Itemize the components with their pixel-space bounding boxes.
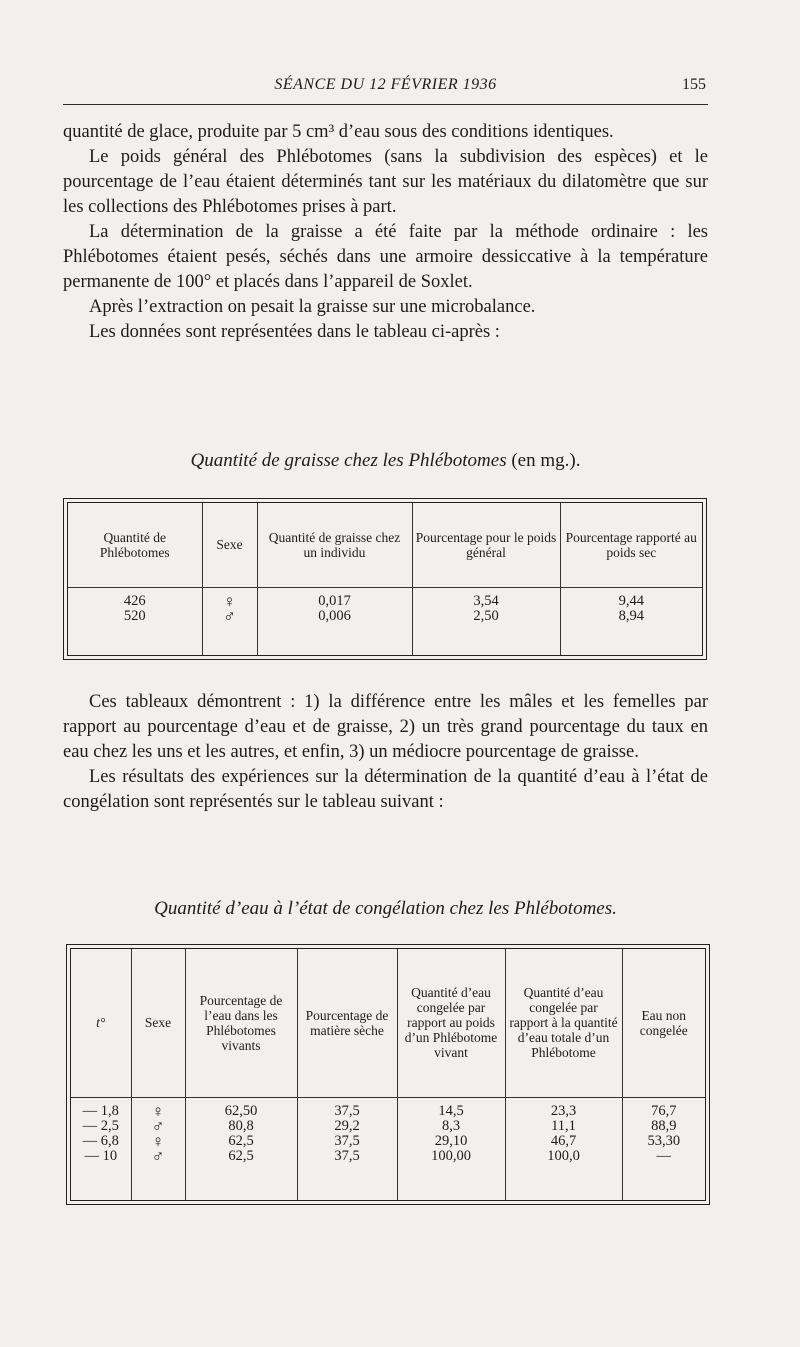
table2-header: t° — [71, 949, 131, 1097]
table-cell: 100,00 — [431, 1147, 471, 1164]
paragraph: Les résultats des expériences sur la détermination de la quantité d’eau à l’état de congélation sont représentés sur le tableau suivant : — [63, 767, 708, 812]
table-cell: 426 — [123, 592, 146, 609]
body-text-top — [63, 120, 708, 345]
male-symbol: ♂ — [223, 606, 236, 626]
table-cell: 80,8 — [228, 1117, 254, 1134]
page-number: 155 — [682, 76, 706, 93]
table-cell: 76,7 — [651, 1102, 677, 1119]
table2-column — [74, 1104, 128, 1164]
female-symbol: ♀ — [151, 1101, 165, 1121]
table1 — [63, 498, 707, 660]
male-symbol: ♂ — [151, 1146, 165, 1166]
table1-caption-unit: (en mg.). — [506, 450, 581, 471]
table2-caption: Quantité d’eau à l’état de congélation chez les Phlébotomes. — [154, 898, 617, 919]
table1-column — [261, 594, 409, 624]
table-cell: — 6,8 — [82, 1132, 119, 1149]
table-cell: 9,44 — [618, 592, 644, 609]
table2-column — [301, 1104, 394, 1164]
table-cell: 100,0 — [547, 1147, 580, 1164]
table-cell: 520 — [123, 607, 146, 624]
table-cell: 8,3 — [441, 1117, 461, 1134]
table2 — [66, 944, 710, 1205]
table2-header: Pourcentage de l’eau dans les Phlébotomes vivants — [185, 949, 297, 1097]
table2-column — [401, 1104, 502, 1164]
table-cell: 0,006 — [318, 607, 351, 624]
paragraph: quantité de glace, produite par 5 cm³ d’eau sous des conditions identiques. — [63, 122, 614, 142]
running-header — [63, 74, 708, 105]
paragraph: La détermination de la graisse a été faite par la méthode ordinaire : les Phlébotomes étaient pesés, séchés dans une armoire dessiccative à la température permanente de 100° et placés dans l’appareil de Soxlet. — [63, 222, 708, 292]
table-cell: 0,017 — [318, 592, 351, 609]
table-cell: 11,1 — [551, 1117, 576, 1134]
table1-header: Pourcentage pour le poids général — [412, 503, 560, 587]
table-cell: 46,7 — [550, 1132, 577, 1149]
paragraph: Ces tableaux démontrent : 1) la différence entre les mâles et les femelles par rapport au pourcentage d’eau et de graisse, 2) un très grand pourcentage du taux en eau chez les uns et les autres, et enfin, 3) un médiocre pourcentage de graisse. — [63, 692, 708, 762]
table-cell: 37,5 — [334, 1147, 360, 1164]
table-cell: 88,9 — [651, 1117, 677, 1134]
female-symbol: ♀ — [223, 591, 236, 611]
table-cell: — 2,5 — [82, 1117, 119, 1134]
table-cell: 29,2 — [334, 1117, 360, 1134]
paragraph: Après l’extraction on pesait la graisse sur une microbalance. — [89, 297, 536, 317]
table2-sex-column — [135, 1101, 182, 1166]
table-cell: 37,5 — [334, 1102, 360, 1119]
table-cell: — — [656, 1147, 671, 1164]
table2-header: Sexe — [131, 949, 185, 1097]
table-cell: 3,54 — [473, 592, 499, 609]
table1-caption-italic: Quantité de graisse chez les Phlébotomes — [190, 450, 507, 471]
table2-column — [189, 1104, 294, 1164]
male-symbol: ♂ — [151, 1116, 165, 1136]
table1-header: Pourcentage rapporté au poids sec — [560, 503, 702, 587]
female-symbol: ♀ — [151, 1131, 165, 1151]
table1-header: Quantité de graisse chez un individu — [257, 503, 412, 587]
table-cell: 37,5 — [334, 1132, 360, 1149]
table2-column — [509, 1104, 619, 1164]
table1-column — [564, 594, 700, 624]
table-cell: 62,5 — [228, 1132, 254, 1149]
paragraph: Les données sont représentées dans le tableau ci-après : — [89, 322, 500, 342]
table2-header: Pourcentage de matière sèche — [297, 949, 397, 1097]
table-cell: 29,10 — [434, 1132, 468, 1149]
table2-header: Quantité d’eau congelée par rapport à la quantité d’eau totale d’un Phlébotome — [505, 949, 622, 1097]
table1-header: Sexe — [202, 503, 257, 587]
table1-column — [416, 594, 557, 624]
paragraph: Le poids général des Phlébotomes (sans la subdivision des espèces) et le pourcentage de l’eau étaient déterminés tant sur les matériaux du dilatomètre que sur les collections des Phlébotomes prises à part. — [63, 147, 708, 217]
table1-column — [71, 594, 199, 624]
table1-header: Quantité de Phlébotomes — [68, 503, 202, 587]
table-cell: — 1,8 — [82, 1102, 119, 1119]
table-cell: 2,50 — [473, 607, 499, 624]
table-cell: 8,94 — [618, 607, 644, 624]
table-cell: 62,50 — [224, 1102, 258, 1119]
table-cell: 23,3 — [550, 1102, 577, 1119]
table-cell: 53,30 — [647, 1132, 681, 1149]
table-cell: 62,5 — [228, 1147, 254, 1164]
table-cell: 14,5 — [438, 1102, 464, 1119]
table1-caption — [63, 450, 708, 472]
body-text-middle — [63, 690, 708, 815]
table2-header: Eau non congelée — [622, 949, 705, 1097]
table-cell: — 10 — [84, 1147, 118, 1164]
running-title: SÉANCE DU 12 FÉVRIER 1936 — [274, 76, 497, 93]
table2-header: Quantité d’eau congelée par rapport au poids d’un Phlébotome vivant — [397, 949, 505, 1097]
table2-column — [626, 1104, 703, 1164]
table1-sex-column — [206, 591, 254, 626]
